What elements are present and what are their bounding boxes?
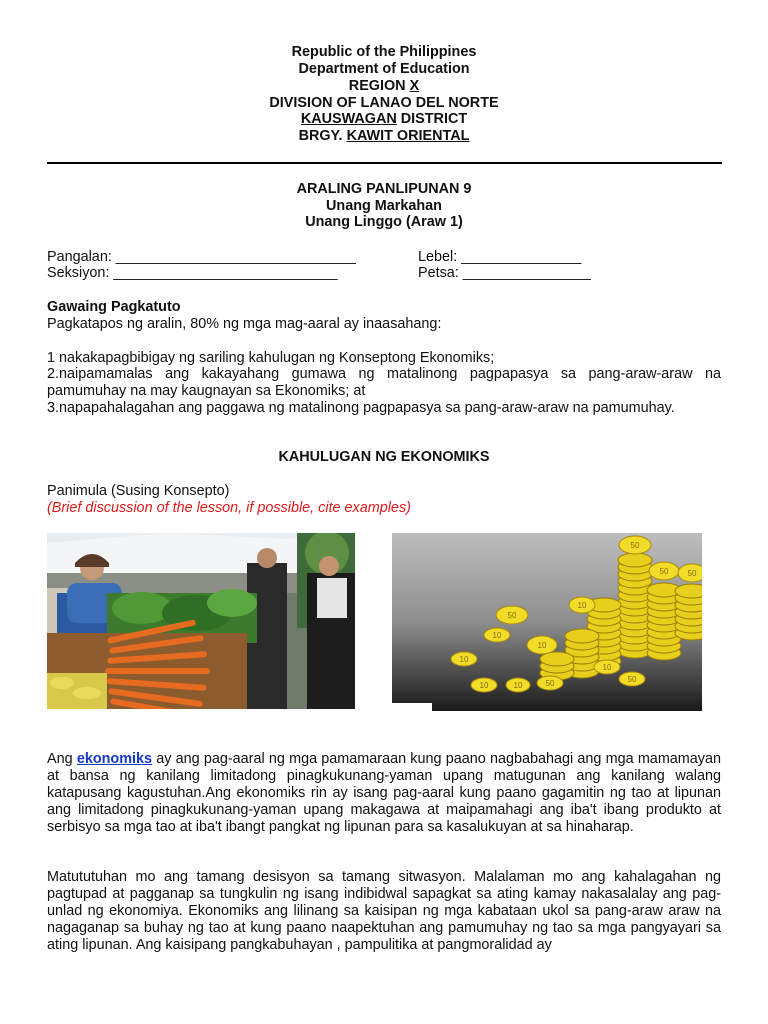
section-title: KAHULUGAN NG EKONOMIKS — [278, 449, 490, 465]
region-number: X — [409, 78, 420, 94]
coin-value-label: 50 — [659, 567, 669, 576]
objective-item-2: 2.naipamamalas ang kakayahang gumawa ng matalinong pagpapasya sa pang-araw-araw na pamumuhay na may kaugnayan sa Ekonomiks; at — [47, 366, 721, 399]
objectives-intro: Pagkatapos ng aralin, 80% ng mga mag-aaral ay inaasahang: — [47, 316, 442, 332]
subject-week: Unang Linggo (Araw 1) — [305, 214, 463, 230]
paragraph-ekonomiks — [47, 751, 721, 836]
header-district — [0, 111, 768, 128]
instruction-note: (Brief discussion of the lesson, if possible, cite examples) — [47, 500, 411, 516]
coin-stack-disc — [675, 584, 702, 598]
para1-body: ay ang pag-aaral ng mga pamamaraan kung paano nagbabahagi ang mga mamamayan at bansa ng kanilang limitadong pinagkukunang-yaman upang matugunan ang kanilang walang katapusang kagustuhan.Ang ekonomiks rin ay isang pag-aaral kung paano gagamitin ng tao at lipunan ang limitadong pinagkukunang-yaman upang makagawa at maipamahagi ang iba't ibang produkto at serbisyo sa mga tao at iba't ibangt pangkat ng lipunan para sa kasalukuyan at sa hinaharap. — [47, 751, 721, 835]
coin-value-label: 50 — [630, 541, 640, 550]
header-division: DIVISION OF LANAO DEL NORTE — [269, 95, 499, 111]
coin-value-label: 10 — [459, 655, 469, 664]
subject-quarter: Unang Markahan — [326, 198, 442, 214]
coin-value-label: 10 — [513, 681, 523, 690]
coin-value-label: 10 — [602, 663, 612, 672]
brgy-prefix: BRGY. — [298, 128, 347, 144]
district-suffix: DISTRICT — [396, 111, 468, 127]
subject-title: ARALING PANLIPUNAN 9 — [296, 181, 472, 197]
seksiyon-field: Seksiyon: ____________________________ — [47, 265, 338, 281]
coin-stack-disc — [618, 553, 652, 567]
header-region — [0, 78, 768, 95]
coin-value-label: 50 — [687, 569, 697, 578]
coins-illustration — [392, 533, 702, 711]
header-brgy — [0, 128, 768, 145]
coin-stack-disc — [565, 629, 599, 643]
petsa-field: Petsa: ________________ — [418, 265, 591, 281]
market-photo — [47, 533, 355, 716]
coin-value-label: 50 — [545, 679, 555, 688]
objective-item-3: 3.napapahalagahan ang paggawa ng matalinong pagpapasya sa pang-araw-araw na pamumuhay. — [47, 400, 675, 416]
coin-value-label: 50 — [627, 675, 637, 684]
pangalan-field: Pangalan: ______________________________ — [47, 249, 356, 265]
coin-value-label: 10 — [577, 601, 587, 610]
para1-lead: Ang — [47, 751, 77, 767]
lebel-field: Lebel: _______________ — [418, 249, 582, 265]
coin-value-label: 10 — [479, 681, 489, 690]
panimula-label: Panimula (Susing Konsepto) — [47, 483, 230, 499]
paragraph-matututuhan: Matututuhan mo ang tamang desisyon sa tamang sitwasyon. Malalaman mo ang kahalagahan ng pagtupad at pagganap sa tungkulin ng isang indibidwal sapagkat sa ating kamay nakasalalay ang pag-unlad ng ekonomiya. Ekonomiks ang lilinang sa kaisipan ng mga kabataan ukol sa pang-araw araw na nagaganap sa buhay ng tao at kung paano naapektuhan ang pamumuhay ng tao sa mga pangyayari sa ating lipunan. Ang kaisipang pangkabuhayan , pampulitika at pangmoralidad ay — [47, 869, 721, 953]
region-prefix: REGION — [348, 78, 410, 94]
coin-value-label: 10 — [537, 641, 547, 650]
ekonomiks-link[interactable]: ekonomiks — [76, 751, 153, 767]
objective-item-1: 1 nakakapagbibigay ng sariling kahulugan ng Konseptong Ekonomiks; — [47, 350, 495, 366]
brgy-name: KAWIT ORIENTAL — [346, 128, 470, 144]
coin-value-label: 10 — [492, 631, 502, 640]
coin-value-label: 50 — [507, 611, 517, 620]
header-divider — [47, 162, 722, 164]
district-name: KAUSWAGAN — [300, 111, 397, 127]
objectives-heading: Gawaing Pagkatuto — [47, 299, 181, 315]
header-republic: Republic of the Philippines — [291, 44, 477, 60]
header-department: Department of Education — [298, 61, 470, 77]
